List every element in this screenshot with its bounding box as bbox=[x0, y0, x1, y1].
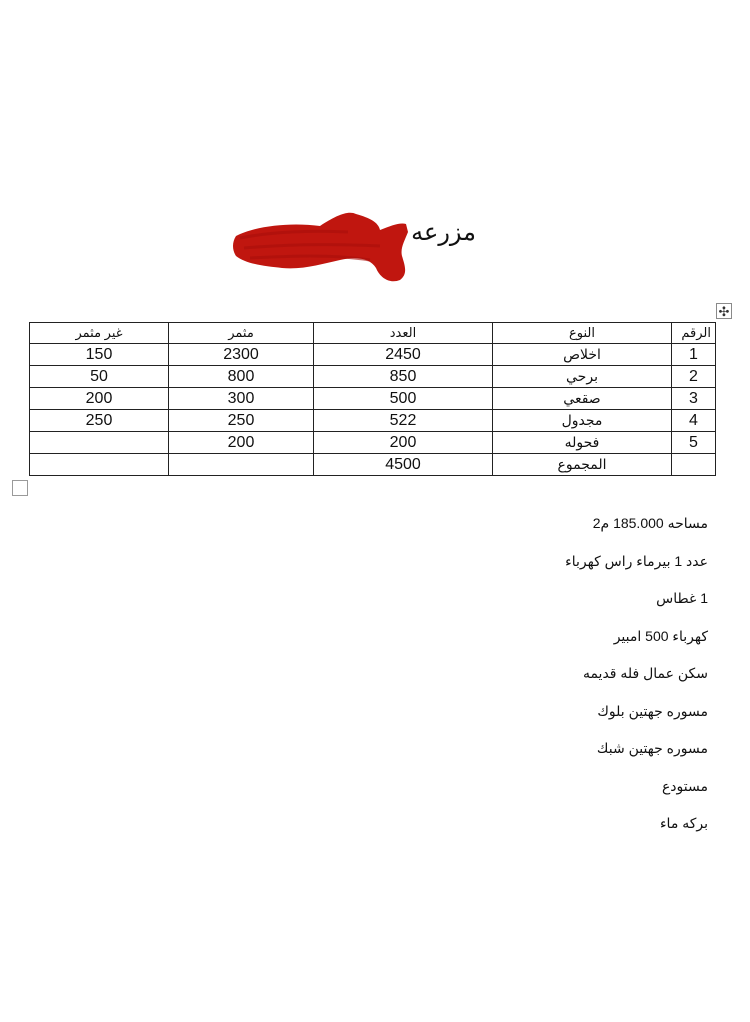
table-resize-handle-icon[interactable] bbox=[12, 480, 28, 496]
table-total-row bbox=[30, 454, 716, 476]
table-move-handle-icon[interactable]: ✣ bbox=[716, 303, 732, 319]
cell-fruiting: 250 bbox=[169, 410, 314, 432]
cell-fruiting: 800 bbox=[169, 366, 314, 388]
title-area bbox=[230, 208, 480, 278]
header-fruiting: مثمر bbox=[169, 323, 314, 344]
cell-number bbox=[672, 454, 716, 476]
cell-non-fruiting bbox=[30, 454, 169, 476]
header-type: النوع bbox=[493, 323, 672, 344]
cell-type: فحوله bbox=[493, 432, 672, 454]
notes-list bbox=[565, 512, 708, 850]
cell-count: 2450 bbox=[314, 344, 493, 366]
cell-type: صقعي bbox=[493, 388, 672, 410]
cell-non-fruiting: 250 bbox=[30, 410, 169, 432]
cell-type: برحي bbox=[493, 366, 672, 388]
note-line: مسوره جهتين شبك bbox=[596, 740, 708, 756]
cell-number: 2 bbox=[672, 366, 716, 388]
page-title: مزرعه bbox=[411, 219, 476, 246]
cell-type: اخلاص bbox=[493, 344, 672, 366]
cell-total-label: المجموع bbox=[493, 454, 672, 476]
farm-table bbox=[29, 322, 716, 476]
cell-number: 5 bbox=[672, 432, 716, 454]
header-number: الرقم bbox=[672, 323, 716, 344]
cell-total-count: 4500 bbox=[314, 454, 493, 476]
cell-non-fruiting: 150 bbox=[30, 344, 169, 366]
note-line: مستودع bbox=[661, 777, 708, 794]
note-line: 1 غطاس bbox=[656, 590, 708, 606]
cell-type: مجدول bbox=[493, 410, 672, 432]
cell-count: 500 bbox=[314, 388, 493, 410]
note-line: مسوره جهتين بلوك bbox=[597, 702, 708, 719]
cell-non-fruiting bbox=[30, 432, 169, 454]
cell-fruiting: 2300 bbox=[169, 344, 314, 366]
cell-non-fruiting: 200 bbox=[30, 388, 169, 410]
table-row bbox=[30, 366, 716, 388]
note-line: كهرباء 500 امبير bbox=[613, 627, 708, 644]
note-line: عدد 1 بيرماء راس كهرباء bbox=[565, 552, 708, 569]
cell-fruiting: 300 bbox=[169, 388, 314, 410]
table-row bbox=[30, 388, 716, 410]
note-line: سكن عمال فله قديمه bbox=[582, 665, 708, 681]
cell-number: 3 bbox=[672, 388, 716, 410]
cell-count: 522 bbox=[314, 410, 493, 432]
cell-fruiting bbox=[169, 454, 314, 476]
cell-count: 200 bbox=[314, 432, 493, 454]
note-line: بركه ماء bbox=[659, 815, 708, 831]
table-row bbox=[30, 432, 716, 454]
cell-number: 4 bbox=[672, 410, 716, 432]
table-row bbox=[30, 410, 716, 432]
redaction-mark bbox=[230, 208, 410, 288]
cell-number: 1 bbox=[672, 344, 716, 366]
note-line: مساحه 185.000 م2 bbox=[592, 515, 708, 531]
cell-fruiting: 200 bbox=[169, 432, 314, 454]
cell-count: 850 bbox=[314, 366, 493, 388]
table-row bbox=[30, 344, 716, 366]
header-count: العدد bbox=[314, 323, 493, 344]
header-non-fruiting: غير مثمر bbox=[30, 323, 169, 344]
cell-non-fruiting: 50 bbox=[30, 366, 169, 388]
table-header-row bbox=[30, 323, 716, 344]
